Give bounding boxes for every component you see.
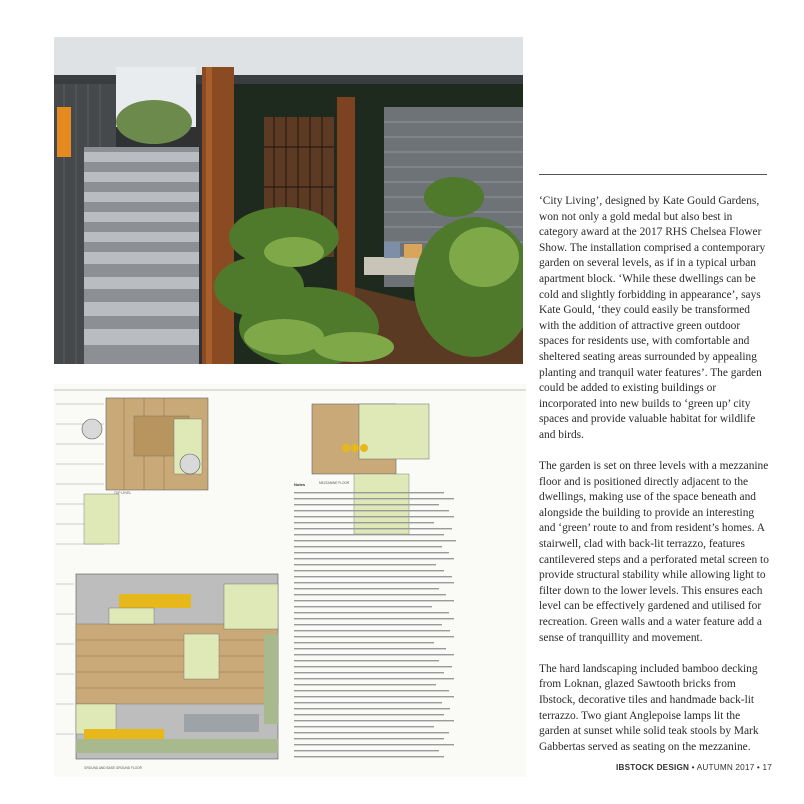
- footer-brand: IBSTOCK DESIGN: [616, 763, 690, 772]
- article-paragraph-2: The garden is set on three levels with a mezzanine floor and is positioned directly adjacent to the dwellings, making use of the space beneath and alongside the building to provide an interesting and ‘green’ route to and from resident’s homes. A stairwell, clad with back-lit terrazzo, features cantilevered steps and a perforated metal screen to provide structural stability while allowing light to filter down to the lower levels. This ensures each level can be effectively gardened and utilised for recreation. Green walls and a water feature add a sense of tranquillity and movement.: [539, 460, 769, 644]
- footer-issue: • AUTUMN 2017 •: [689, 763, 763, 772]
- article-body: [539, 194, 771, 771]
- plan-notes-title: Notes: [294, 482, 306, 487]
- garden-photo: [54, 37, 523, 364]
- page-footer: [616, 763, 770, 772]
- plan-label-top-level: TOP LEVEL: [114, 491, 132, 495]
- page-number: 17: [762, 763, 772, 772]
- article-rule: [539, 174, 767, 175]
- landscape-plan-drawing: [54, 384, 526, 777]
- article-paragraph-1: ‘City Living’, designed by Kate Gould Gardens, won not only a gold medal but also best in category award at the 2017 RHS Chelsea Flower Show. The installation comprised a contemporary garden on several levels, as if in a typical urban apartment block. ‘While these dwellings can be cold and slightly forbidding in appearance’, says Kate Gould, ‘they could easily be transformed with the addition of attractive green outdoor spaces for residents use, with comfortable and sheltered seating areas surrounded by appealing planting and tranquil water features’. The garden could be added to existing buildings or incorporated into new builds to ‘green up’ city spaces and provide valuable habitat for wildlife and birds.: [539, 195, 766, 441]
- article-paragraph-3: The hard landscaping included bamboo decking from Loknan, glazed Sawtooth bricks from Ibstock, decorative tiles and handmade back-lit terrazzo. Two giant Anglepoise lamps lit the garden at sunset while solid teak stools by Mark Gabbertas served as seating on the mezzanine.: [539, 662, 759, 753]
- plan-illustration: [54, 384, 526, 777]
- plan-label-ground: GROUND AND BASE GROUND FLOOR: [84, 766, 142, 770]
- plan-label-mezzanine: MEZZANINE FLOOR: [319, 481, 350, 485]
- garden-photo-illustration: [54, 37, 523, 364]
